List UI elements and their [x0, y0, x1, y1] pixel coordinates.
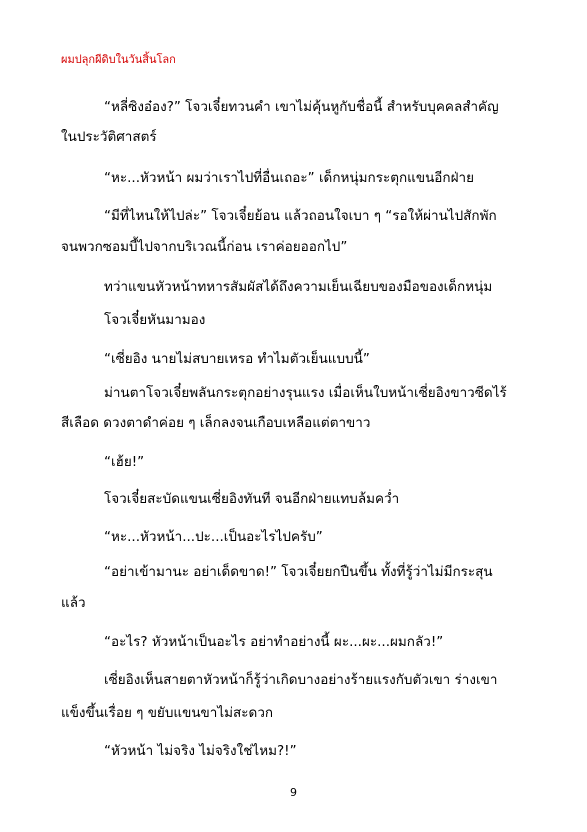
- body-line: ทว่าแขนหัวหน้าทหารสัมผัสได้ถึงความเย็นเฉียบของมือของเด็กหนุ่ม: [104, 279, 493, 295]
- body-line: “หัวหน้า ไม่จริง ไม่จริงใช่ไหม?!”: [104, 743, 297, 759]
- body-line: “หะ...หัวหน้า ผมว่าเราไปที่อื่นเถอะ” เด็กหนุ่มกระตุกแขนอีกฝ่าย: [104, 170, 474, 186]
- body-line: “เซี่ยอิง นายไม่สบายเหรอ ทำไมตัวเย็นแบบนี้”: [104, 351, 370, 367]
- body-line: สีเลือด ดวงตาดำค่อย ๆ เล็กลงจนเกือบเหลือแต่ตาขาว: [61, 415, 371, 431]
- body-line: “หะ...หัวหน้า...ปะ...เป็นอะไรไปครับ”: [104, 529, 323, 545]
- body-line: จนพวกซอมบี้ไปจากบริเวณนี้ก่อน เราค่อยออกไป”: [61, 239, 348, 255]
- body-line: ม่านตาโจวเจี๋ยพลันกระตุกอย่างรุนแรง เมื่อเห็นใบหน้าเซี่ยอิงขาวซีดไร้: [104, 385, 507, 401]
- body-line: แข็งขึ้นเรื่อย ๆ ขยับแขนขาไม่สะดวก: [61, 705, 274, 721]
- body-line: โจวเจี๋ยสะบัดแขนเซี่ยอิงทันที จนอีกฝ่ายแทบล้มคว่ำ: [104, 491, 400, 507]
- body-line: “เฮ้ย!”: [104, 454, 145, 470]
- running-header: ผมปลุกผีดิบในวันสิ้นโลก: [61, 53, 176, 66]
- body-line: “อย่าเข้ามานะ อย่าเด็ดขาด!” โจวเจี๋ยยกปืนขึ้น ทั้งที่รู้ว่าไม่มีกระสุน: [104, 564, 493, 580]
- body-line: ในประวัติศาสตร์: [61, 129, 157, 145]
- body-line: เซี่ยอิงเห็นสายตาหัวหน้าก็รู้ว่าเกิดบางอย่างร้ายแรงกับตัวเขา ร่างเขา: [104, 672, 498, 688]
- body-line: “หลี่ซิงอ๋อง?” โจวเจี๋ยทวนคำ เขาไม่คุ้นหูกับชื่อนี้ สำหรับบุคคลสำคัญ: [104, 99, 499, 115]
- body-line: “มีที่ไหนให้ไปล่ะ” โจวเจี๋ยย้อน แล้วถอนใจเบา ๆ “รอให้ผ่านไปสักพัก: [104, 208, 497, 224]
- body-line: โจวเจี๋ยหันมามอง: [104, 312, 206, 328]
- body-line: แล้ว: [61, 595, 86, 611]
- page-number: 9: [290, 786, 297, 799]
- body-line: “อะไร? หัวหน้าเป็นอะไร อย่าทำอย่างนี้ ผะ...ผะ...ผมกลัว!”: [104, 634, 444, 650]
